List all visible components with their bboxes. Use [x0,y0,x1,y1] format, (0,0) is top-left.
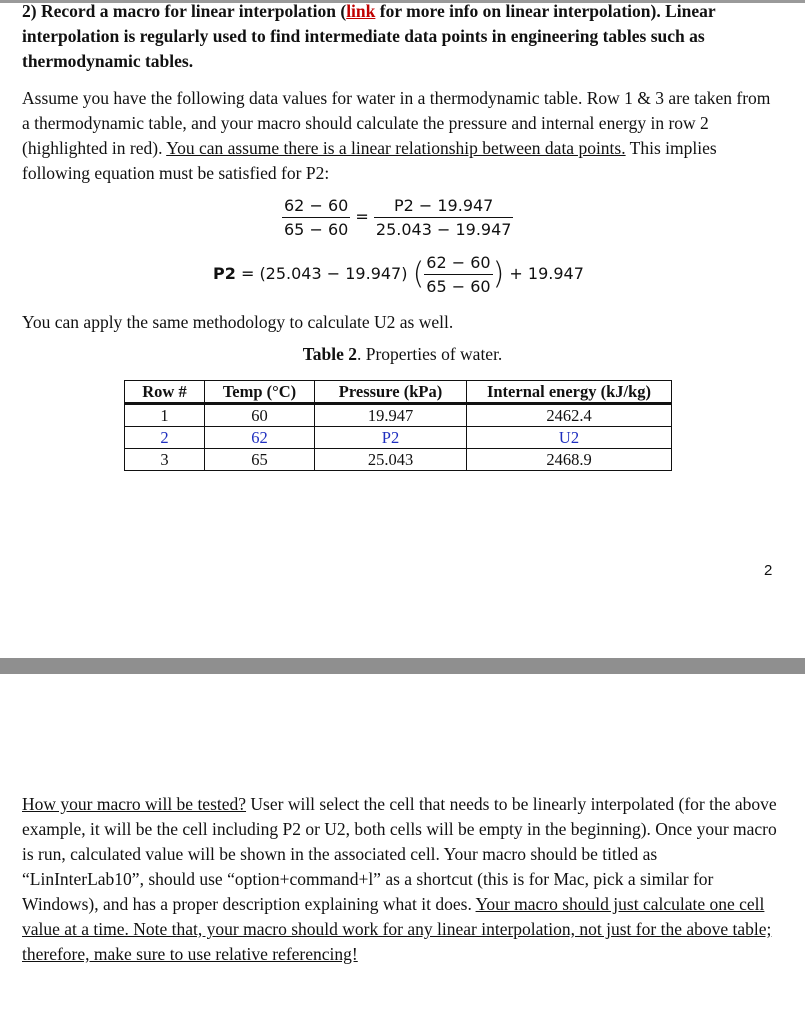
testing-paragraph [22,792,782,967]
paren-open: ( [412,256,425,292]
cell-energy-u2: U2 [467,427,672,449]
table-caption [0,344,805,365]
cell-row: 1 [125,404,205,427]
cell-temp: 60 [205,404,315,427]
cell-pressure: 25.043 [315,449,467,471]
header-temp: Temp (°C) [205,381,315,404]
fraction-right-denominator: 25.043 − 19.947 [375,220,512,239]
cell-energy: 2462.4 [467,404,672,427]
fraction-p2 [424,253,492,296]
table-row [125,404,672,427]
cell-row: 3 [125,449,205,471]
properties-table [124,380,672,471]
fraction-left-numerator: 62 − 60 [282,196,350,218]
header-internal-energy: Internal energy (kJ/kg) [467,381,672,404]
linear-relationship-note: You can assume there is a linear relationship between data points. [166,138,626,158]
methodology-note: You can apply the same methodology to calculate U2 as well. [22,312,454,332]
intro-tail: for more info on linear interpolation). Linear interpolation is regularly used to find intermediate data points in engineering tables such as thermodynamic tables. [22,1,716,71]
relative-referencing-note: Your macro should just calculate one cell value at a time. Note that, your macro should work for any linear interpolation, not just for the above table; therefore, make sure to use relative referencing! [22,894,772,964]
fraction-left [282,196,350,239]
equation-ratio [282,196,513,239]
cell-temp: 65 [205,449,315,471]
table-header-row [125,381,672,404]
assumption-text: Assume you have the following data values for water in a thermodynamic table. Row 1 & 3 are taken from a thermodynamic table, and your macro should calculate the pressure and internal energy in row 2 (highlighted in red). [22,88,771,158]
equation-p2-offset: + 19.947 [509,264,584,283]
cell-row: 2 [125,427,205,449]
cell-energy: 2468.9 [467,449,672,471]
table-row-highlighted [125,427,672,449]
page-separator [0,658,805,674]
intro-lead: 2) Record a macro for linear interpolation ( [22,1,347,21]
header-row-number: Row # [125,381,205,404]
equation-p2 [213,253,584,296]
cell-pressure-p2: P2 [315,427,467,449]
fraction-p2-numerator: 62 − 60 [424,253,492,275]
paren-close: ) [492,256,505,292]
cell-temp: 62 [205,427,315,449]
fraction-left-denominator: 65 − 60 [284,220,349,239]
cell-pressure: 19.947 [315,404,467,427]
question-intro [22,0,782,74]
page-number: 2 [764,562,773,579]
equation-p2-lhs: P2 [213,264,236,283]
table-caption-text: . Properties of water. [357,344,503,364]
equation-p2-difference: = (25.043 − 19.947) [235,264,408,283]
table-row [125,449,672,471]
testing-text: User will select the cell that needs to be linearly interpolated (for the above example, it will be the cell including P2 or U2, both cells will be empty in the beginning). Once your macro is run, calculated value will be shown in the associated cell. Your macro should be titled as “LinInterLab10”, should use “option+command+l” as a shortcut (this is for Mac, pick a similar for Windows), and has a proper description explaining what it does. [22,794,777,914]
table-caption-label: Table 2 [302,344,357,364]
fraction-right [374,196,514,239]
fraction-right-numerator: P2 − 19.947 [374,196,514,218]
fraction-p2-denominator: 65 − 60 [426,277,491,296]
assumption-paragraph [22,86,782,186]
assumption-tail: This implies following equation must be satisfied for P2: [22,138,717,183]
header-pressure: Pressure (kPa) [315,381,467,404]
testing-question: How your macro will be tested? [22,794,247,814]
linear-interpolation-link[interactable]: link [346,1,376,21]
equals-sign: = [355,207,369,226]
